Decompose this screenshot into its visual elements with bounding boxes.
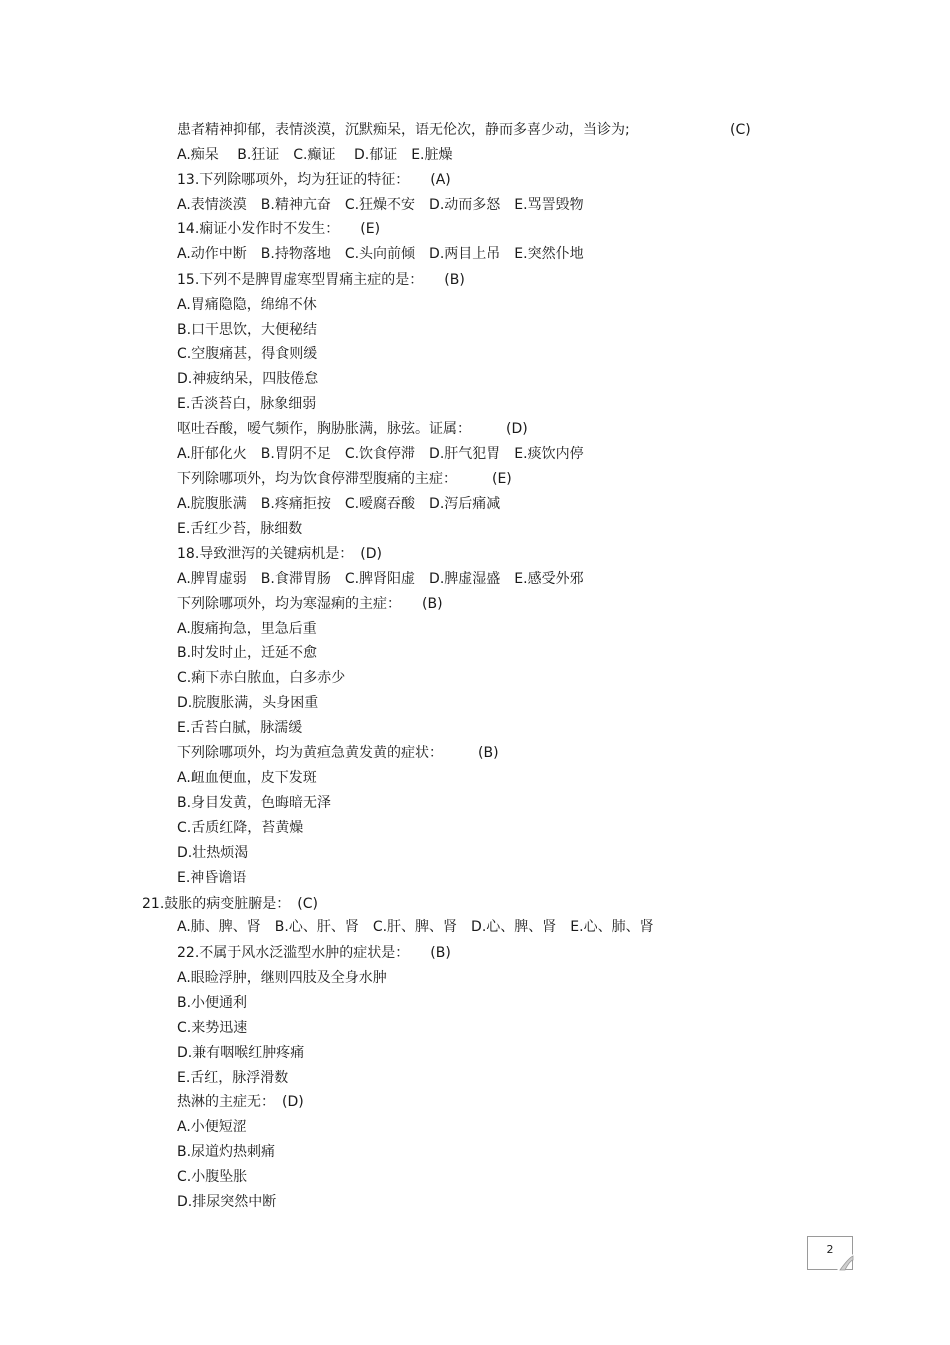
question-19-option-b: B.时发时止，迁延不愈 (177, 645, 318, 661)
question-19-option-d: D.脘腹胀满，头身困重 (177, 695, 319, 711)
question-16-stem: 呕吐吞酸，嗳气频作，胸胁胀满，脉弦。证属： (D) (177, 421, 528, 437)
question-23-stem: 热淋的主症无： (D) (177, 1094, 304, 1110)
question-20-option-e: E.神昏谵语 (177, 870, 247, 886)
question-23-option-b: B.尿道灼热刺痛 (177, 1144, 276, 1160)
question-18-options: A.脾胃虚弱 B.食滞胃肠 C.脾肾阳虚 D.脾虚湿盛 E.感受外邪 (177, 571, 584, 587)
question-23-option-d: D.排尿突然中断 (177, 1194, 277, 1210)
question-14-stem: 14.痫证小发作时不发生： (E) (177, 221, 381, 237)
question-22-option-b: B.小便通利 (177, 995, 248, 1011)
question-17-option-e: E.舌红少苔，脉细数 (177, 521, 303, 537)
question-14-options: A.动作中断 B.持物落地 C.头向前倾 D.两目上吊 E.突然仆地 (177, 246, 584, 262)
question-19-option-c: C.痢下赤白脓血，白多赤少 (177, 670, 346, 686)
question-16-options: A.肝郁化火 B.胃阴不足 C.饮食停滞 D.肝气犯胃 E.痰饮内停 (177, 446, 584, 462)
question-22-option-d: D.兼有咽喉红肿疼痛 (177, 1045, 305, 1061)
question-15-stem: 15.下列不是脾胃虚寒型胃痛主症的是： (B) (177, 272, 465, 288)
question-20-option-c: C.舌质红降，苔黄燥 (177, 820, 304, 836)
question-23-option-a: A.小便短涩 (177, 1119, 247, 1135)
question-22-option-e: E.舌红，脉浮滑数 (177, 1070, 289, 1086)
question-12-stem: 患者精神抑郁，表情淡漠，沉默痴呆，语无伦次，静而多喜少动，当诊为; (177, 122, 630, 138)
question-22-option-c: C.来势迅速 (177, 1020, 248, 1036)
question-23-option-c: C.小腹坠胀 (177, 1169, 248, 1185)
question-21-stem: 21.鼓胀的病变脏腑是： (C) (142, 896, 318, 912)
question-15-option-c: C.空腹痛甚，得食则缓 (177, 346, 318, 362)
question-20-option-d: D.壮热烦渴 (177, 845, 249, 861)
question-22-option-a: A.眼睑浮肿，继则四肢及全身水肿 (177, 970, 387, 986)
question-15-option-d: D.神疲纳呆，四肢倦怠 (177, 371, 319, 387)
question-22-stem: 22.不属于风水泛滥型水肿的症状是： (B) (177, 945, 451, 961)
question-17-stem: 下列除哪项外，均为饮食停滞型腹痛的主症： (E) (177, 471, 512, 487)
question-17-options: A.脘腹胀满 B.疼痛拒按 C.嗳腐吞酸 D.泻后痛减 (177, 496, 501, 512)
question-19-stem: 下列除哪项外，均为寒湿痢的主症： (B) (177, 596, 443, 612)
question-13-stem: 13.下列除哪项外，均为狂证的特征： (A) (177, 172, 451, 188)
page-number: 2 (826, 1243, 834, 1256)
question-18-stem: 18.导致泄泻的关键病机是： (D) (177, 546, 382, 562)
question-15-option-e: E.舌淡苔白，脉象细弱 (177, 396, 317, 412)
question-20-stem: 下列除哪项外，均为黄疸急黄发黄的症状： (B) (177, 745, 499, 761)
question-12-answer: (C) (730, 122, 751, 138)
page-curl-icon (837, 1254, 854, 1271)
question-12-options: A.痴呆 B.狂证 C.癫证 D.郁证 E.脏燥 (177, 147, 453, 163)
question-21-options: A.肺、脾、肾 B.心、肝、肾 C.肝、脾、肾 D.心、脾、肾 E.心、肺、肾 (177, 919, 654, 935)
question-19-option-e: E.舌苔白腻，脉濡缓 (177, 720, 303, 736)
question-19-option-a: A.腹痛拘急，里急后重 (177, 621, 317, 637)
question-15-option-a: A.胃痛隐隐，绵绵不休 (177, 297, 317, 313)
question-15-option-b: B.口干思饮，大便秘结 (177, 322, 318, 338)
question-13-options: A.表情淡漠 B.精神亢奋 C.狂燥不安 D.动而多怒 E.骂詈毁物 (177, 197, 584, 213)
question-20-option-b: B.身目发黄，色晦暗无泽 (177, 795, 332, 811)
question-20-option-a: A.衄血便血，皮下发斑 (177, 770, 317, 786)
